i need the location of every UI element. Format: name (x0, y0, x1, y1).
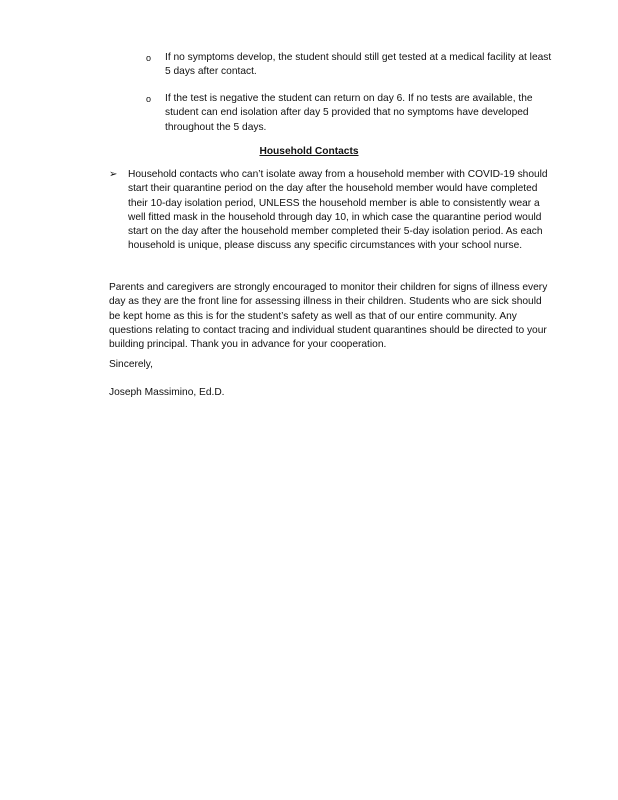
sub-bullet-text: If the test is negative the student can return on day 6. If no tests are available, the student can end isolation after day 5 provided that no symptoms have developed throughout the 5 days. (165, 93, 533, 133)
section-heading-household-contacts: Household Contacts (259, 146, 359, 157)
circle-bullet-icon: o (146, 53, 152, 63)
household-contacts-bullet (109, 168, 549, 254)
sub-bullet-item (146, 92, 556, 135)
sub-bullet-text: If no symptoms develop, the student should still get tested at a medical facility at least 5 days after contact. (165, 52, 552, 78)
household-contacts-text: Household contacts who can’t isolate away from a household member with COVID-19 should start their quarantine period on the day after the household member would have completed their 10-day isolation period, UNLESS the household member is able to consistently wear a well fitted mask in the household through day 10, in which case the quarantine period would start on the day after the household member completed their 5-day isolation period. As each household is unique, please discuss any specific circumstances with your school nurse. (128, 169, 548, 252)
arrow-bullet-icon: ➢ (109, 169, 118, 180)
sign-off: Sincerely, (109, 359, 153, 370)
sub-bullet-item (146, 51, 556, 80)
signatory-name: Joseph Massimino, Ed.D. (109, 387, 225, 398)
closing-paragraph: Parents and caregivers are strongly encouraged to monitor their children for signs of illness every day as they are the front line for assessing illness in their children. Students who are sick should be kept home as this is for the student’s safety as well as that of our entire community. Any questions relating to contact tracing and individual student quarantines should be directed to your building principal. Thank you in advance for your cooperation. (109, 282, 548, 351)
circle-bullet-icon: o (146, 94, 152, 104)
